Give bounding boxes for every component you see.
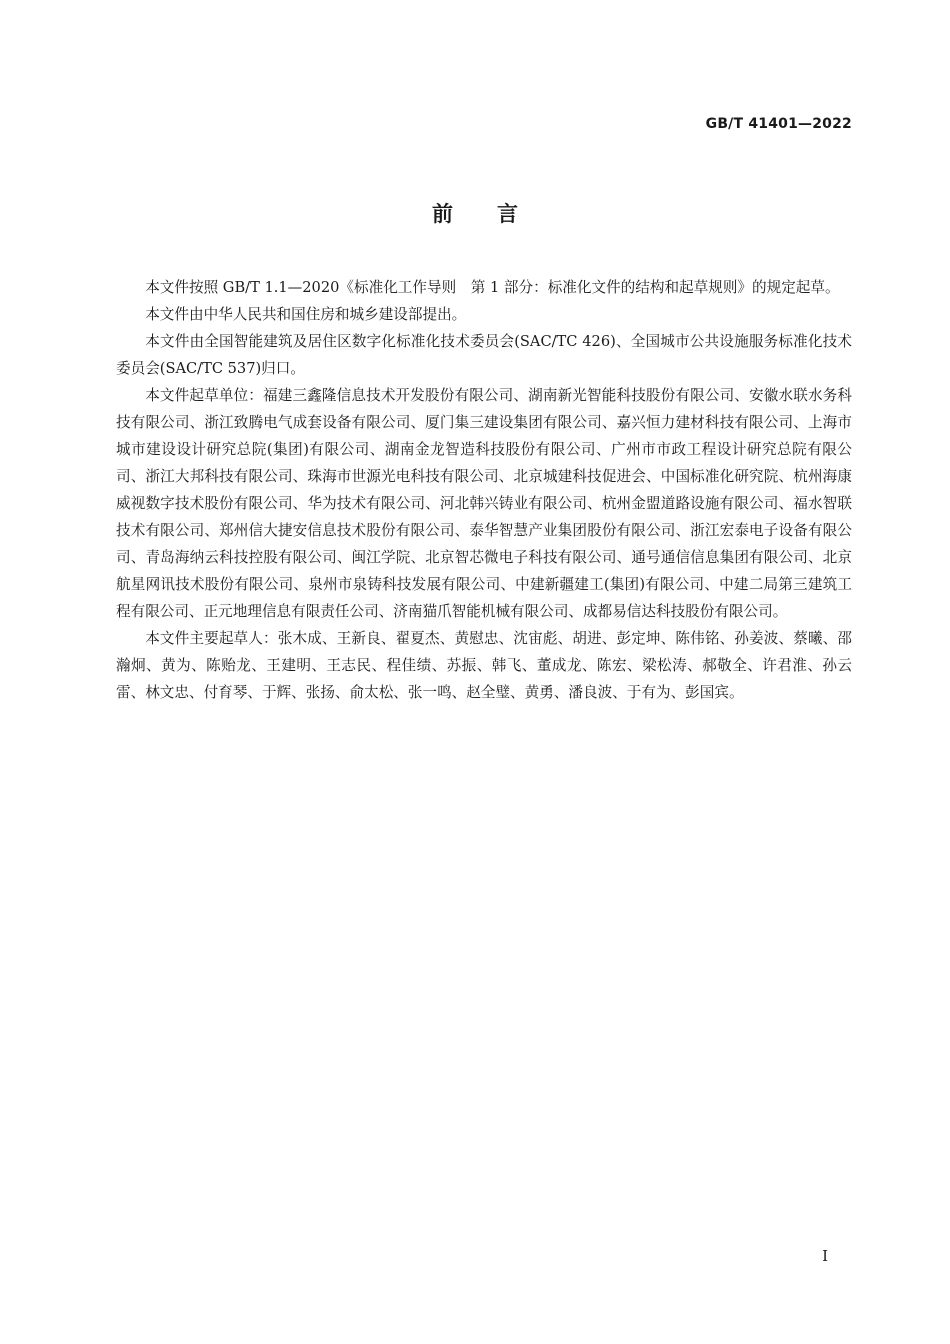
paragraph-technical-committee: 本文件由全国智能建筑及居住区数字化标准化技术委员会(SAC/TC 426)、全国城市公共设施服务标准化技术委员会(SAC/TC 537)归口。: [116, 333, 852, 377]
standard-number: GB/T 41401—2022: [705, 116, 852, 132]
page-title: 前言: [432, 202, 562, 226]
paragraph-drafters: 本文件主要起草人：张木成、王新良、翟夏杰、黄慰忠、沈宙彪、胡进、彭定坤、陈伟铭、孙姜波、蔡曦、邵瀚炯、黄为、陈贻龙、王建明、王志民、程佳绩、苏振、韩飞、董成龙、陈宏、梁松涛、郝敬全、许君淮、孙云雷、林文忠、付育琴、于辉、张扬、俞太松、张一鸣、赵全璧、黄勇、潘良波、于有为、彭国宾。: [116, 630, 852, 701]
paragraph-drafting-rules: 本文件按照 GB/T 1.1—2020《标准化工作导则 第 1 部分：标准化文件的结构和起草规则》的规定起草。: [145, 279, 840, 296]
page-number: I: [822, 1247, 828, 1265]
paragraph-proposer: 本文件由中华人民共和国住房和城乡建设部提出。: [145, 306, 467, 323]
preface-body: [116, 274, 852, 706]
paragraph-drafting-units: 本文件起草单位：福建三鑫隆信息技术开发股份有限公司、湖南新光智能科技股份有限公司、安徽水联水务科技有限公司、浙江致腾电气成套设备有限公司、厦门集三建设集团有限公司、嘉兴恒力建材科技有限公司、上海市城市建设设计研究总院(集团)有限公司、湖南金龙智造科技股份有限公司、广州市市政工程设计研究总院有限公司、浙江大邦科技有限公司、珠海市世源光电科技有限公司、北京城建科技促进会、中国标准化研究院、杭州海康威视数字技术股份有限公司、华为技术有限公司、河北韩兴铸业有限公司、杭州金盟道路设施有限公司、福水智联技术有限公司、郑州信大捷安信息技术股份有限公司、泰华智慧产业集团股份有限公司、浙江宏泰电子设备有限公司、青岛海纳云科技控股有限公司、闽江学院、北京智芯微电子科技有限公司、通号通信信息集团有限公司、北京航星网讯技术股份有限公司、泉州市泉铸科技发展有限公司、中建新疆建工(集团)有限公司、中建二局第三建筑工程有限公司、正元地理信息有限责任公司、济南猫爪智能机械有限公司、成都易信达科技股份有限公司。: [116, 387, 852, 620]
